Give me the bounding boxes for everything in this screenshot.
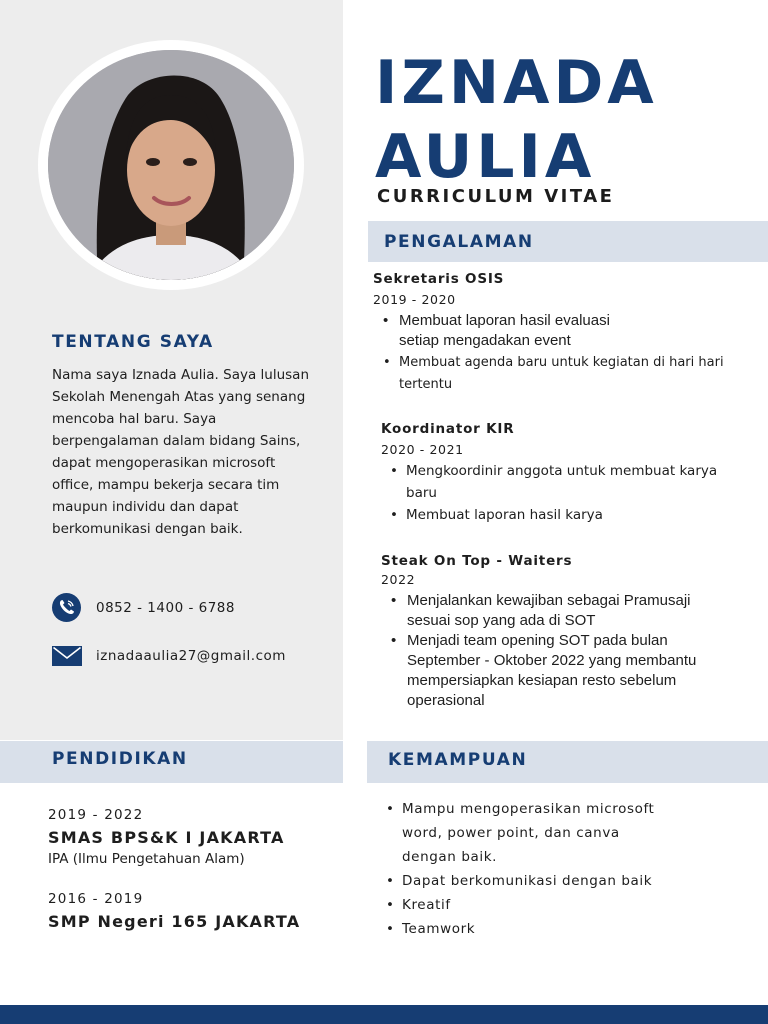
job-period: 2019 - 2020: [373, 292, 456, 307]
phone-number[interactable]: 0852 - 1400 - 6788: [96, 600, 235, 616]
education-heading: PENDIDIKAN: [52, 749, 188, 769]
experience-heading: PENGALAMAN: [384, 232, 534, 252]
education-period: 2016 - 2019: [48, 891, 144, 907]
job-duties: [383, 311, 753, 396]
job-role: Steak On Top - Waiters: [381, 553, 573, 569]
duty-item: • Mengkoordinir anggota untuk membuat karya baru: [390, 460, 750, 504]
phone-icon: [52, 593, 81, 622]
footer-bar: [0, 1005, 768, 1024]
about-line: berkomunikasi dengan baik.: [52, 521, 243, 537]
duty-item: • Membuat agenda baru untuk kegiatan di hari hari tertentu: [383, 352, 753, 396]
job-period: 2022: [381, 572, 416, 587]
job-duties: [391, 591, 751, 711]
duty-item: • Menjadi team opening SOT pada bulan September - Oktober 2022 yang membantu mempersiapkan kesiapan resto sebelum operasional: [391, 631, 751, 711]
about-heading: TENTANG SAYA: [52, 332, 214, 352]
skills-list: [386, 797, 746, 941]
about-line: Nama saya Iznada Aulia. Saya lulusan: [52, 367, 309, 383]
candidate-name: [375, 46, 658, 194]
skill-item: • Teamwork: [386, 917, 746, 941]
skill-item: • Mampu mengoperasikan microsoft word, power point, dan canva dengan baik.: [386, 797, 746, 869]
education-school: SMAS BPS&K I JAKARTA: [48, 828, 285, 847]
job-duties: [390, 460, 750, 526]
education-major: IPA (Ilmu Pengetahuan Alam): [48, 851, 245, 867]
profile-photo: [48, 50, 294, 280]
job-role: Sekretaris OSIS: [373, 271, 505, 287]
skill-item: • Dapat berkomunikasi dengan baik: [386, 869, 746, 893]
about-line: mencoba hal baru. Saya: [52, 411, 217, 427]
education-school: SMP Negeri 165 JAKARTA: [48, 912, 301, 931]
duty-item: • Membuat laporan hasil karya: [390, 504, 750, 526]
education-period: 2019 - 2022: [48, 807, 144, 823]
document-subtitle: CURRICULUM VITAE: [377, 186, 615, 207]
duty-item: • Menjalankan kewajiban sebagai Pramusaji sesuai sop yang ada di SOT: [391, 591, 751, 631]
about-line: dapat mengoperasikan microsoft: [52, 455, 276, 471]
envelope-icon: [52, 646, 82, 666]
skills-heading: KEMAMPUAN: [388, 750, 528, 770]
name-line-2: AULIA: [375, 122, 596, 192]
job-role: Koordinator KIR: [381, 421, 515, 437]
name-line-1: IZNADA: [375, 48, 658, 118]
job-period: 2020 - 2021: [381, 442, 464, 457]
about-line: Sekolah Menengah Atas yang senang: [52, 389, 306, 405]
email-address[interactable]: iznadaaulia27@gmail.com: [96, 648, 286, 664]
about-text: [52, 364, 314, 540]
skill-item: • Kreatif: [386, 893, 746, 917]
about-line: maupun individu dan dapat: [52, 499, 239, 515]
about-line: berpengalaman dalam bidang Sains,: [52, 433, 301, 449]
about-line: office, mampu bekerja secara tim: [52, 477, 280, 493]
duty-item: • Membuat laporan hasil evaluasi setiap mengadakan event: [383, 311, 753, 351]
